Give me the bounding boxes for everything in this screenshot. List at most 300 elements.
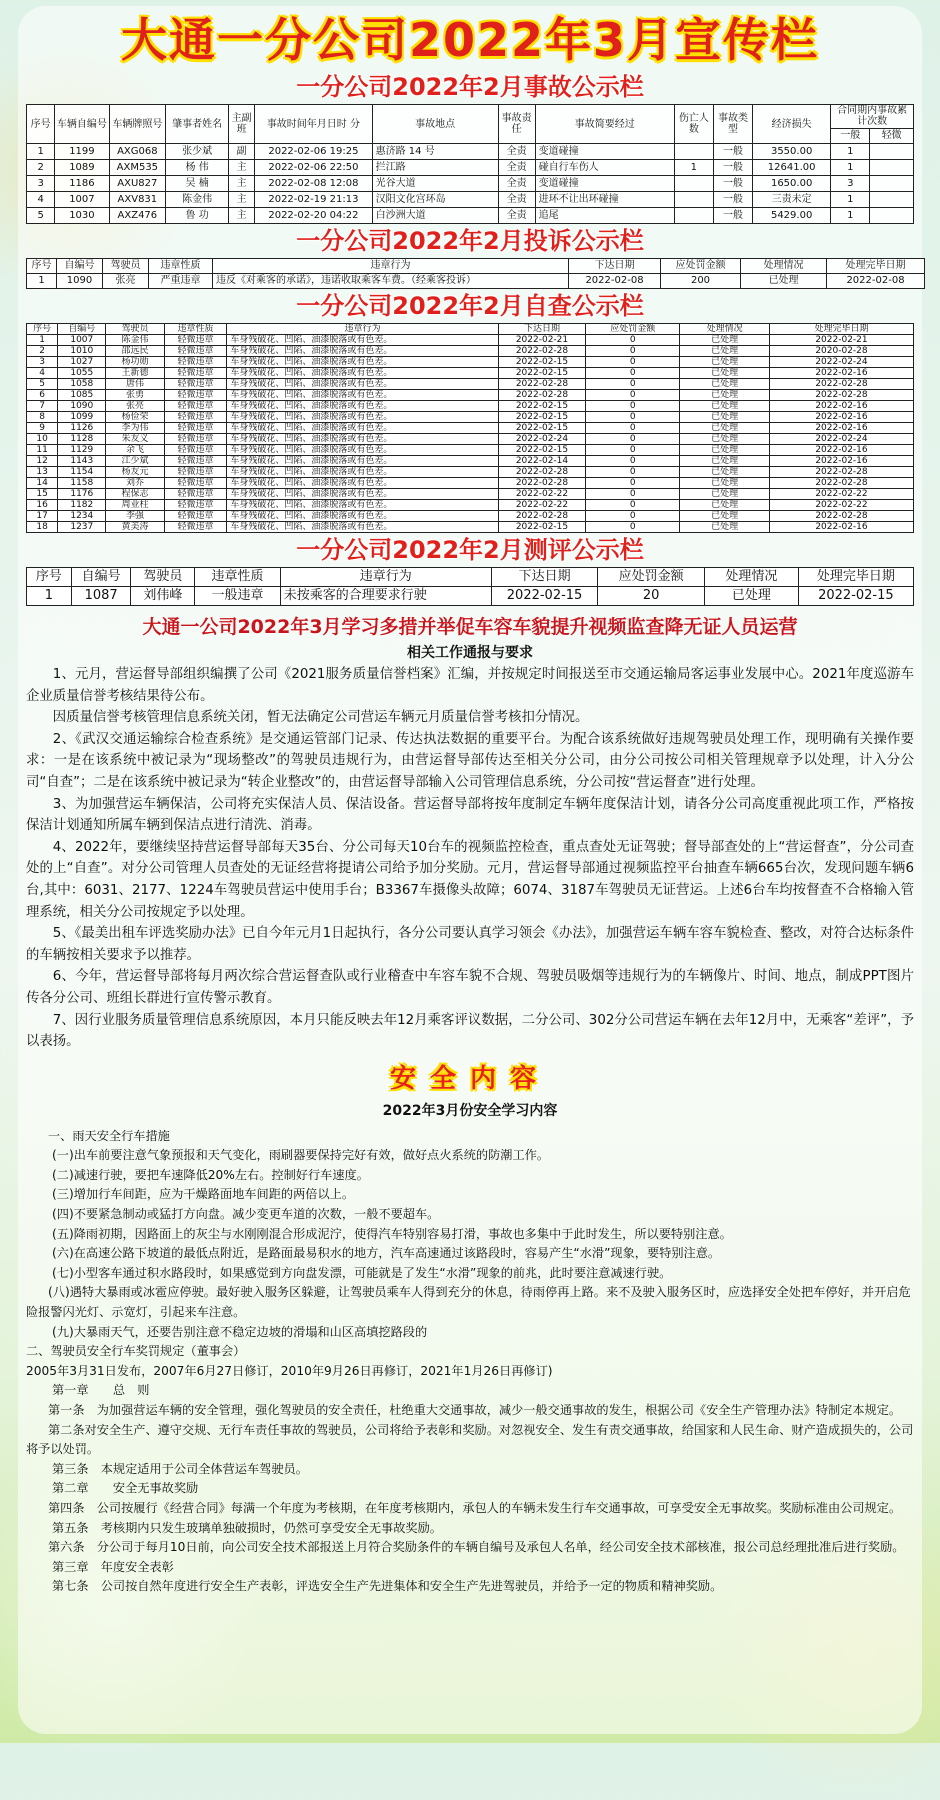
accident-cell: 2022-02-08 12:08 [255, 176, 372, 192]
selfcheck-cell: 2022-02-15 [498, 401, 586, 412]
accident-cell: 1030 [55, 208, 109, 224]
selfcheck-cell: 车身残破花、凹陷、油漆脱落或有色差。 [227, 368, 498, 379]
accident-cell [870, 208, 914, 224]
selfcheck-cell: 2022-02-14 [498, 456, 586, 467]
selfcheck-cell: 已处理 [680, 357, 770, 368]
selfcheck-cell: 车身残破花、凹陷、油漆脱落或有色差。 [227, 379, 498, 390]
accident-cell: AXZ476 [109, 208, 166, 224]
complaint-header-cell: 驾驶员 [103, 259, 149, 274]
table-row [27, 500, 914, 511]
accident-cell: 1 [831, 192, 870, 208]
selfcheck-cell: 0 [586, 522, 680, 533]
safety-line: (四)不要紧急制动或猛打方向盘。减少变更车道的次数，一般不要超车。 [52, 1207, 440, 1222]
accident-cell [870, 192, 914, 208]
selfcheck-cell: 7 [27, 401, 58, 412]
selfcheck-cell: 已处理 [680, 434, 770, 445]
safety-line: 第二条对安全生产、遵守交规、无行车责任事故的驾驶员，公司将给予表彰和奖励。对忽视安全、发生有责交通事故，给国家和人民生命、财产造成损失的，公司将予以处罚。 [26, 1422, 914, 1457]
selfcheck-cell: 2022-02-16 [769, 368, 913, 379]
accident-cell: 主 [229, 176, 255, 192]
selfcheck-cell: 轻微违章 [164, 434, 227, 445]
selfcheck-cell: 1176 [58, 489, 106, 500]
accident-cell: 3 [27, 176, 55, 192]
selfcheck-cell: 1090 [58, 401, 106, 412]
complaint-cell: 严重违章 [149, 274, 213, 289]
accident-cell: 主 [229, 192, 255, 208]
selfcheck-cell: 0 [586, 412, 680, 423]
selfcheck-cell: 1010 [58, 346, 106, 357]
selfcheck-cell: 已处理 [680, 401, 770, 412]
selfcheck-cell: 2020-02-28 [769, 346, 913, 357]
selfcheck-cell: 轻微违章 [164, 412, 227, 423]
accident-cell: 进环不让出环碰撞 [535, 192, 674, 208]
selfcheck-table [26, 323, 914, 533]
selfcheck-cell: 2022-02-28 [769, 390, 913, 401]
study-paragraph: 2、《武汉交通运输综合检查系统》是交通运管部门记录、传达执法数据的重要平台。为配合该系统做好违规驾驶员处理工作，现明确有关操作要求：一是在该系统中被记录为“现场整改”的驾驶员违规行为，由营运督导部传达至相关分公司，由分公司按公司相关管理规章予以处理，计入分公司“自查”；二是在该系统中被记录为“转企业整改”的，由营运督导部输入公司管理信息系统，分公司按“营运督查”进行处理。 [26, 731, 914, 790]
selfcheck-cell: 2 [27, 346, 58, 357]
safety-line: 第五条 考核期内只发生玻璃单独破损时，仍然可享受安全无事故奖励。 [52, 1520, 442, 1535]
selfcheck-cell: 轻微违章 [164, 368, 227, 379]
complaint-header-cell: 下达日期 [569, 259, 661, 274]
study-paragraph: 7、因行业服务质量管理信息系统原因，本月只能反映去年12月乘客评议数据，二分公司、302分公司营运车辆在去年12月中，无乘客“差评”，予以表扬。 [26, 1012, 914, 1050]
selfcheck-cell: 14 [27, 478, 58, 489]
selfcheck-cell: 程保志 [106, 489, 164, 500]
safety-line: 第四条 公司按履行《经营合同》每满一个年度为考核期，在年度考核期内，承包人的车辆未发生行车交通事故，可享受安全无事故奖。奖励标准由公司规定。 [48, 1500, 902, 1515]
safety-subtitle: 2022年3月份安全学习内容 [382, 1102, 558, 1119]
accident-subheader-cell: 一般 [831, 128, 870, 143]
selfcheck-cell: 1143 [58, 456, 106, 467]
accident-cell: 白沙洲大道 [372, 208, 498, 224]
selfcheck-cell: 1237 [58, 522, 106, 533]
accident-header-cell: 序号 [27, 105, 55, 144]
study-paragraph: 4、2022年，要继续坚持营运督导部每天35台、分公司每天10台车的视频监控检查，重点查处无证驾驶；督导部查处的上“营运督查”，分公司查处的上“自查”。对分公司管理人员查处的无证经营将提请公司给予加分奖励。元月，营运督导部通过视频监控平台抽查车辆665台次，发现问题车辆6台,其中：6031、2177、1224车驾驶员营运中使用手台；B3367车摄像头故障；6074、3187车驾驶员无证营运。上述6台车均按督查不合格输入管理系统，相关分公司按规定予以处理。 [26, 839, 914, 920]
accident-cell: 1199 [55, 144, 109, 160]
accident-subheader-cell: 轻微 [870, 128, 914, 143]
accident-header-cell: 事故简要经过 [535, 105, 674, 144]
complaint-cell: 违反《对乘客的承诺》，违诺收取乘客车费。（经乘客投诉） [213, 274, 569, 289]
selfcheck-cell: 已处理 [680, 412, 770, 423]
selfcheck-cell: 2022-02-24 [769, 357, 913, 368]
selfcheck-cell: 张勇 [106, 390, 164, 401]
selfcheck-cell: 车身残破花、凹陷、油漆脱落或有色差。 [227, 445, 498, 456]
evaluation-cell: 已处理 [704, 587, 798, 606]
selfcheck-cell: 车身残破花、凹陷、油漆脱落或有色差。 [227, 423, 498, 434]
accident-cell [870, 160, 914, 176]
selfcheck-cell: 0 [586, 390, 680, 401]
selfcheck-cell: 王新德 [106, 368, 164, 379]
evaluation-header-cell: 应处罚金额 [598, 568, 705, 587]
table-row [27, 208, 914, 224]
selfcheck-cell: 0 [586, 445, 680, 456]
accident-cell: 杨 伟 [166, 160, 229, 176]
selfcheck-cell: 1182 [58, 500, 106, 511]
accident-cell: 1089 [55, 160, 109, 176]
evaluation-header-cell: 驾驶员 [131, 568, 195, 587]
accident-cell: 变道碰撞 [535, 176, 674, 192]
selfcheck-header-cell: 处理完毕日期 [769, 324, 913, 335]
accident-cell: 惠济路 14 号 [372, 144, 498, 160]
accident-cell: 全责 [498, 208, 535, 224]
table-row [27, 144, 914, 160]
selfcheck-cell: 17 [27, 511, 58, 522]
selfcheck-header-cell: 序号 [27, 324, 58, 335]
safety-lines [26, 1127, 914, 1597]
accident-cell: 全责 [498, 144, 535, 160]
selfcheck-cell: 2022-02-16 [769, 423, 913, 434]
selfcheck-cell: 1129 [58, 445, 106, 456]
accident-cell: AXU827 [109, 176, 166, 192]
selfcheck-cell: 轻微违章 [164, 522, 227, 533]
accident-header-cell: 事故责任 [498, 105, 535, 144]
accident-cell: 光谷大道 [372, 176, 498, 192]
selfcheck-cell: 11 [27, 445, 58, 456]
selfcheck-cell: 2022-02-24 [498, 434, 586, 445]
accident-header-cell: 肇事者姓名 [166, 105, 229, 144]
selfcheck-cell: 张亮 [106, 401, 164, 412]
selfcheck-cell: 2022-02-15 [498, 423, 586, 434]
selfcheck-cell: 2022-02-15 [498, 522, 586, 533]
selfcheck-cell: 16 [27, 500, 58, 511]
selfcheck-cell: 8 [27, 412, 58, 423]
accident-cell: 1650.00 [753, 176, 831, 192]
complaint-cell: 200 [661, 274, 741, 289]
selfcheck-cell: 2022-02-28 [769, 379, 913, 390]
study-paragraph: 5、《最美出租车评选奖励办法》已自今年元月1日起执行，各分公司要认真学习领会《办法》，加强营运车辆车容车貌检查、整改，对符合达标条件的车辆按相关要求予以推荐。 [26, 926, 914, 963]
selfcheck-header-cell: 驾驶员 [106, 324, 164, 335]
accident-cell: 2022-02-20 04:22 [255, 208, 372, 224]
safety-line: (一)出车前要注意气象预报和天气变化，雨刷器要保持完好有效，做好点火系统的防潮工作。 [52, 1148, 550, 1163]
table-row [27, 346, 914, 357]
selfcheck-cell: 10 [27, 434, 58, 445]
selfcheck-cell: 2022-02-15 [498, 445, 586, 456]
accident-cell: 主 [229, 160, 255, 176]
selfcheck-cell: 已处理 [680, 489, 770, 500]
selfcheck-cell: 1055 [58, 368, 106, 379]
evaluation-cell: 一般违章 [195, 587, 280, 606]
selfcheck-header-cell: 下达日期 [498, 324, 586, 335]
selfcheck-cell: 陈金伟 [106, 335, 164, 346]
selfcheck-cell: 2022-02-28 [498, 390, 586, 401]
selfcheck-cell: 1126 [58, 423, 106, 434]
evaluation-header-cell: 序号 [27, 568, 72, 587]
accident-cell: 鲁 功 [166, 208, 229, 224]
selfcheck-cell: 0 [586, 489, 680, 500]
selfcheck-cell: 轻微违章 [164, 511, 227, 522]
selfcheck-cell: 轻微违章 [164, 357, 227, 368]
selfcheck-cell: 轻微违章 [164, 467, 227, 478]
selfcheck-cell: 杨俭荣 [106, 412, 164, 423]
accident-table [26, 104, 914, 224]
selfcheck-cell: 车身残破花、凹陷、油漆脱落或有色差。 [227, 478, 498, 489]
study-title: 大通一公司2022年3月学习多措并举促车容车貌提升视频监查降无证人员运营 [142, 616, 798, 638]
selfcheck-header-cell: 违章行为 [227, 324, 498, 335]
accident-cell: 一般 [713, 208, 752, 224]
safety-line: 第三条 本规定适用于公司全体营运车驾驶员。 [52, 1461, 308, 1476]
selfcheck-cell: 5 [27, 379, 58, 390]
selfcheck-cell: 已处理 [680, 511, 770, 522]
selfcheck-cell: 已处理 [680, 522, 770, 533]
accident-cell: 1186 [55, 176, 109, 192]
complaint-cell: 2022-02-08 [827, 274, 925, 289]
safety-title: 安全内容 [389, 1063, 550, 1094]
selfcheck-cell: 已处理 [680, 423, 770, 434]
selfcheck-cell: 已处理 [680, 379, 770, 390]
accident-cell: 2 [27, 160, 55, 176]
accident-cell: 汉阳文化宫环岛 [372, 192, 498, 208]
accident-cell: 一般 [713, 192, 752, 208]
selfcheck-cell: 2022-02-22 [498, 489, 586, 500]
evaluation-cell: 刘伟峰 [131, 587, 195, 606]
selfcheck-cell: 车身残破花、凹陷、油漆脱落或有色差。 [227, 346, 498, 357]
selfcheck-cell: 1234 [58, 511, 106, 522]
selfcheck-cell: 0 [586, 423, 680, 434]
accident-cell: 4 [27, 192, 55, 208]
complaint-cell: 张亮 [103, 274, 149, 289]
selfcheck-cell: 2022-02-15 [498, 368, 586, 379]
selfcheck-cell: 2022-02-28 [769, 511, 913, 522]
main-title: 大通一分公司2022年3月宣传栏 [120, 13, 820, 67]
selfcheck-cell: 15 [27, 489, 58, 500]
selfcheck-cell: 0 [586, 456, 680, 467]
selfcheck-cell: 已处理 [680, 346, 770, 357]
selfcheck-cell: 0 [586, 467, 680, 478]
accident-header-cell: 车辆自编号 [55, 105, 109, 144]
table-row [27, 511, 914, 522]
table-row [27, 522, 914, 533]
accident-cell: AXV831 [109, 192, 166, 208]
selfcheck-cell: 已处理 [680, 478, 770, 489]
accident-cell: 追尾 [535, 208, 674, 224]
accident-cell: 1 [674, 160, 713, 176]
selfcheck-cell: 2022-02-21 [498, 335, 586, 346]
selfcheck-cell: 4 [27, 368, 58, 379]
selfcheck-cell: 车身残破花、凹陷、油漆脱落或有色差。 [227, 467, 498, 478]
study-paragraph: 1、元月，营运督导部组织编撰了公司《2021服务质量信誉档案》汇编，并按规定时间报送至市交通运输局客运事业发展中心。2021年度巡游车企业质量信誉考核结果待公布。 [26, 667, 914, 704]
selfcheck-header-cell: 应处罚金额 [586, 324, 680, 335]
selfcheck-cell: 车身残破花、凹陷、油漆脱落或有色差。 [227, 500, 498, 511]
selfcheck-cell: 2022-02-28 [498, 478, 586, 489]
accident-cell: 1 [27, 144, 55, 160]
evaluation-cell: 未按乘客的合理要求行驶 [280, 587, 491, 606]
selfcheck-cell: 13 [27, 467, 58, 478]
selfcheck-cell: 0 [586, 478, 680, 489]
selfcheck-cell: 0 [586, 434, 680, 445]
selfcheck-cell: 已处理 [680, 335, 770, 346]
selfcheck-cell: 2022-02-16 [769, 522, 913, 533]
accident-cell: 变道碰撞 [535, 144, 674, 160]
table-row [27, 587, 914, 606]
accident-cell: 3 [831, 176, 870, 192]
selfcheck-cell: 李强 [106, 511, 164, 522]
selfcheck-cell: 唐伟 [106, 379, 164, 390]
accident-cell: 全责 [498, 176, 535, 192]
selfcheck-cell: 车身残破花、凹陷、油漆脱落或有色差。 [227, 390, 498, 401]
table-row [27, 445, 914, 456]
evaluation-cell: 2022-02-15 [798, 587, 913, 606]
selfcheck-cell: 已处理 [680, 467, 770, 478]
accident-cell [674, 208, 713, 224]
table-row [27, 456, 914, 467]
safety-line: 第三章 年度安全表彰 [52, 1559, 174, 1574]
selfcheck-cell: 0 [586, 335, 680, 346]
evaluation-cell: 2022-02-15 [491, 587, 598, 606]
accident-cell: 2022-02-19 21:13 [255, 192, 372, 208]
selfcheck-cell: 轻微违章 [164, 346, 227, 357]
table-row [27, 423, 914, 434]
complaint-cell: 1 [27, 274, 57, 289]
selfcheck-cell: 车身残破花、凹陷、油漆脱落或有色差。 [227, 357, 498, 368]
table-row [27, 379, 914, 390]
table-row [27, 489, 914, 500]
table-row [27, 401, 914, 412]
selfcheck-cell: 轻微违章 [164, 445, 227, 456]
complaint-header-cell: 违章性质 [149, 259, 213, 274]
safety-line: 二、驾驶员安全行车奖罚规定（董事会） [26, 1344, 246, 1359]
selfcheck-cell: 邵远民 [106, 346, 164, 357]
selfcheck-cell: 已处理 [680, 368, 770, 379]
accident-cell: 5429.00 [753, 208, 831, 224]
accident-cell [674, 176, 713, 192]
complaint-header-cell: 处理完毕日期 [827, 259, 925, 274]
safety-line: (二)减速行驶，要把车速降低20%左右。控制好行车速度。 [52, 1167, 369, 1182]
selfcheck-cell: 2022-02-28 [498, 379, 586, 390]
accident-cell: 5 [27, 208, 55, 224]
accident-cell: 全责 [498, 160, 535, 176]
evaluation-header-cell: 下达日期 [491, 568, 598, 587]
selfcheck-cell: 12 [27, 456, 58, 467]
selfcheck-cell: 车身残破花、凹陷、油漆脱落或有色差。 [227, 434, 498, 445]
complaint-header-cell: 序号 [27, 259, 57, 274]
accident-cell: AXM535 [109, 160, 166, 176]
selfcheck-cell: 黄美涛 [106, 522, 164, 533]
accident-cell: 1 [831, 160, 870, 176]
evaluation-cell: 1 [27, 587, 72, 606]
selfcheck-cell: 2022-02-28 [498, 346, 586, 357]
accident-header-cell: 车辆牌照号 [109, 105, 166, 144]
selfcheck-cell: 杨功勋 [106, 357, 164, 368]
selfcheck-cell: 0 [586, 500, 680, 511]
selfcheck-cell: 江少斌 [106, 456, 164, 467]
selfcheck-cell: 1085 [58, 390, 106, 401]
table-row [27, 368, 914, 379]
selfcheck-title: 一分公司2022年2月自查公示栏 [296, 292, 644, 320]
selfcheck-cell: 2022-02-16 [769, 445, 913, 456]
selfcheck-cell: 3 [27, 357, 58, 368]
selfcheck-cell: 车身残破花、凹陷、油漆脱落或有色差。 [227, 489, 498, 500]
safety-line: (七)小型客车通过积水路段时，如果感觉到方向盘发漂，可能就是了发生“水滑”现象的前兆，此时要注意减速行驶。 [52, 1265, 672, 1280]
selfcheck-cell: 轻微违章 [164, 423, 227, 434]
evaluation-cell: 1087 [71, 587, 131, 606]
evaluation-title: 一分公司2022年2月测评公示栏 [296, 536, 644, 564]
selfcheck-cell: 轻微违章 [164, 390, 227, 401]
accident-cell [674, 192, 713, 208]
selfcheck-cell: 1154 [58, 467, 106, 478]
complaint-table [26, 258, 925, 289]
selfcheck-cell: 轻微违章 [164, 500, 227, 511]
selfcheck-cell: 车身残破花、凹陷、油漆脱落或有色差。 [227, 412, 498, 423]
selfcheck-cell: 1128 [58, 434, 106, 445]
accident-cell: 拦江路 [372, 160, 498, 176]
selfcheck-cell: 2022-02-21 [769, 335, 913, 346]
safety-line: (六)在高速公路下坡道的最低点附近，是路面最易积水的地方，汽车高速通过该路段时，容易产生“水滑”现象，要特别注意。 [52, 1246, 721, 1261]
table-row [27, 192, 914, 208]
selfcheck-cell: 车身残破花、凹陷、油漆脱落或有色差。 [227, 511, 498, 522]
selfcheck-cell: 已处理 [680, 445, 770, 456]
table-row [27, 467, 914, 478]
selfcheck-cell: 2022-02-28 [498, 511, 586, 522]
study-paragraphs [26, 664, 914, 1053]
selfcheck-cell: 刘乔 [106, 478, 164, 489]
selfcheck-cell: 2022-02-24 [769, 434, 913, 445]
selfcheck-cell: 已处理 [680, 390, 770, 401]
accident-header-cell: 事故时间年月日时 分 [255, 105, 372, 144]
table-row [27, 478, 914, 489]
selfcheck-cell: 轻微违章 [164, 335, 227, 346]
accident-header-cell: 合同期内事故累计次数 [831, 105, 914, 129]
selfcheck-cell: 6 [27, 390, 58, 401]
selfcheck-cell: 0 [586, 357, 680, 368]
selfcheck-cell: 杨友元 [106, 467, 164, 478]
accident-cell: 全责 [498, 192, 535, 208]
accident-cell: 2022-02-06 19:25 [255, 144, 372, 160]
safety-line: (五)降雨初期，因路面上的灰尘与水刚刚混合形成泥泞，使得汽车特别容易打滑，事故也多集中于此时发生，所以要特别注意。 [52, 1226, 732, 1241]
accident-cell: 主 [229, 208, 255, 224]
selfcheck-cell: 车身残破花、凹陷、油漆脱落或有色差。 [227, 456, 498, 467]
accident-cell: 1007 [55, 192, 109, 208]
complaint-header-cell: 处理情况 [741, 259, 827, 274]
selfcheck-cell: 2022-02-15 [498, 357, 586, 368]
selfcheck-cell: 1058 [58, 379, 106, 390]
safety-line: (九)大暴雨天气，还要告别注意不稳定边坡的滑塌和山区高填挖路段的 [52, 1324, 428, 1339]
selfcheck-cell: 轻微违章 [164, 489, 227, 500]
table-row [27, 434, 914, 445]
accident-cell [870, 144, 914, 160]
table-row [27, 160, 914, 176]
selfcheck-header-cell: 违章性质 [164, 324, 227, 335]
safety-line: 第一章 总 则 [52, 1383, 150, 1398]
evaluation-cell: 20 [598, 587, 705, 606]
selfcheck-cell: 车身残破花、凹陷、油漆脱落或有色差。 [227, 401, 498, 412]
evaluation-header-cell: 处理完毕日期 [798, 568, 913, 587]
selfcheck-cell: 2022-02-28 [769, 478, 913, 489]
accident-cell: 三责未定 [753, 192, 831, 208]
evaluation-header-cell: 违章行为 [280, 568, 491, 587]
accident-header-cell: 事故类型 [713, 105, 752, 144]
accident-title: 一分公司2022年2月事故公示栏 [296, 73, 644, 101]
accident-cell: 副 [229, 144, 255, 160]
table-row [27, 390, 914, 401]
accident-header-cell: 经济损失 [753, 105, 831, 144]
complaint-title: 一分公司2022年2月投诉公示栏 [296, 227, 644, 255]
study-paragraph: 因质量信誉考核管理信息系统关闭，暂无法确定公司营运车辆元月质量信誉考核扣分情况。 [52, 710, 589, 726]
bulletin [26, 10, 914, 1597]
selfcheck-header-cell: 处理情况 [680, 324, 770, 335]
accident-cell: 碰自行车伤人 [535, 160, 674, 176]
selfcheck-cell: 轻微违章 [164, 379, 227, 390]
safety-line: 第六条 分公司于每月10日前，向公司安全技术部报送上月符合奖励条件的车辆自编号及承包人名单，经公司安全技术部核准，报公司总经理批准后进行奖励。 [48, 1540, 905, 1555]
accident-header-cell: 主副班 [229, 105, 255, 144]
complaint-cell: 2022-02-08 [569, 274, 661, 289]
complaint-header-cell: 应处罚金额 [661, 259, 741, 274]
accident-cell [870, 176, 914, 192]
selfcheck-cell: 已处理 [680, 456, 770, 467]
safety-line: 第一条 为加强营运车辆的安全管理，强化驾驶员的安全责任，杜绝重大交通事故，减少一般交通事故的发生，根据公司《安全生产管理办法》特制定本规定。 [48, 1403, 902, 1417]
complaint-header-cell: 违章行为 [213, 259, 569, 274]
selfcheck-cell: 2022-02-16 [769, 456, 913, 467]
selfcheck-cell: 车身残破花、凹陷、油漆脱落或有色差。 [227, 522, 498, 533]
selfcheck-cell: 轻微违章 [164, 478, 227, 489]
safety-line: 一、雨天安全行车措施 [48, 1128, 170, 1143]
accident-cell: 一般 [713, 176, 752, 192]
